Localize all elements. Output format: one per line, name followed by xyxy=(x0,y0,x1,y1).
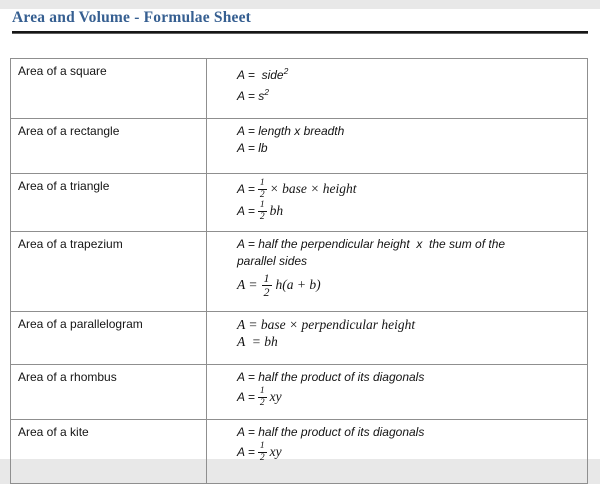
formula-line: A = base × perpendicular height xyxy=(237,317,416,332)
formula-line: A = length x breadth xyxy=(237,124,345,138)
fraction xyxy=(262,272,272,299)
formula-text: A = s xyxy=(237,89,265,103)
formula-line: parallel sides xyxy=(237,254,308,268)
superscript: 2 xyxy=(283,66,289,76)
fraction xyxy=(258,387,267,408)
shape-name: Area of a square xyxy=(11,59,207,119)
fraction-denominator: 2 xyxy=(263,285,270,299)
table-row-rectangle xyxy=(11,119,588,174)
formula-cell xyxy=(207,119,588,174)
fraction-denominator: 2 xyxy=(259,212,265,222)
formula-cell xyxy=(207,59,588,119)
table-row-parallelogram xyxy=(11,312,588,365)
formula-line xyxy=(237,386,581,408)
formula-text: A = xyxy=(237,445,255,459)
formula-text: xy xyxy=(269,444,282,459)
formula-line xyxy=(237,441,581,463)
fraction-denominator: 2 xyxy=(259,453,265,463)
formula-cell xyxy=(207,312,588,365)
formula-line xyxy=(237,84,581,105)
formula-text: h(a + b) xyxy=(275,277,321,292)
formula-line xyxy=(237,200,581,222)
document-header xyxy=(12,9,588,34)
formula-line: A = half the perpendicular height x the sum of the xyxy=(237,237,506,251)
formula-line: A = half the product of its diagonals xyxy=(237,370,425,384)
table-row-kite xyxy=(11,420,588,484)
superscript: 2 xyxy=(264,87,269,97)
formula-line xyxy=(237,178,581,200)
fraction xyxy=(258,179,267,200)
fraction xyxy=(258,442,267,463)
fraction xyxy=(258,201,267,222)
formula-text: bh xyxy=(269,203,284,218)
table-row-trapezium xyxy=(11,232,588,312)
fraction-numerator: 1 xyxy=(259,386,265,396)
formula-cell xyxy=(207,420,588,484)
formula-line xyxy=(237,63,581,84)
fraction-numerator: 1 xyxy=(259,200,265,210)
shape-name: Area of a parallelogram xyxy=(11,312,207,365)
shape-name: Area of a kite xyxy=(11,420,207,484)
table-row-square xyxy=(11,59,588,119)
formula-text: A = xyxy=(237,182,255,196)
formula-line: A = lb xyxy=(237,141,268,155)
formula-line: A = bh xyxy=(237,334,278,349)
formula-text: A = side xyxy=(237,68,284,82)
formula-line xyxy=(237,270,581,300)
table-row-triangle xyxy=(11,174,588,232)
fraction-numerator: 1 xyxy=(259,441,265,451)
page-title: Area and Volume - Formulae Sheet xyxy=(12,9,252,26)
formula-table xyxy=(10,58,588,484)
fraction-denominator: 2 xyxy=(259,190,265,200)
table-row-rhombus xyxy=(11,365,588,420)
shape-name: Area of a triangle xyxy=(11,174,207,232)
formula-cell xyxy=(207,174,588,232)
formula-text: A = xyxy=(237,204,255,218)
formula-line: A = half the product of its diagonals xyxy=(237,425,425,439)
fraction-numerator: 1 xyxy=(259,178,265,188)
shape-name: Area of a trapezium xyxy=(11,232,207,312)
formula-text: × base × height xyxy=(269,181,357,196)
formula-text: xy xyxy=(269,389,282,404)
formula-cell xyxy=(207,232,588,312)
fraction-numerator: 1 xyxy=(263,271,270,285)
shape-name: Area of a rhombus xyxy=(11,365,207,420)
formula-cell xyxy=(207,365,588,420)
shape-name: Area of a rectangle xyxy=(11,119,207,174)
title-rule-thin xyxy=(12,33,588,34)
document-page xyxy=(0,9,600,463)
fraction-denominator: 2 xyxy=(259,398,265,408)
formula-text: A = xyxy=(237,277,258,292)
formula-text: A = xyxy=(237,390,255,404)
